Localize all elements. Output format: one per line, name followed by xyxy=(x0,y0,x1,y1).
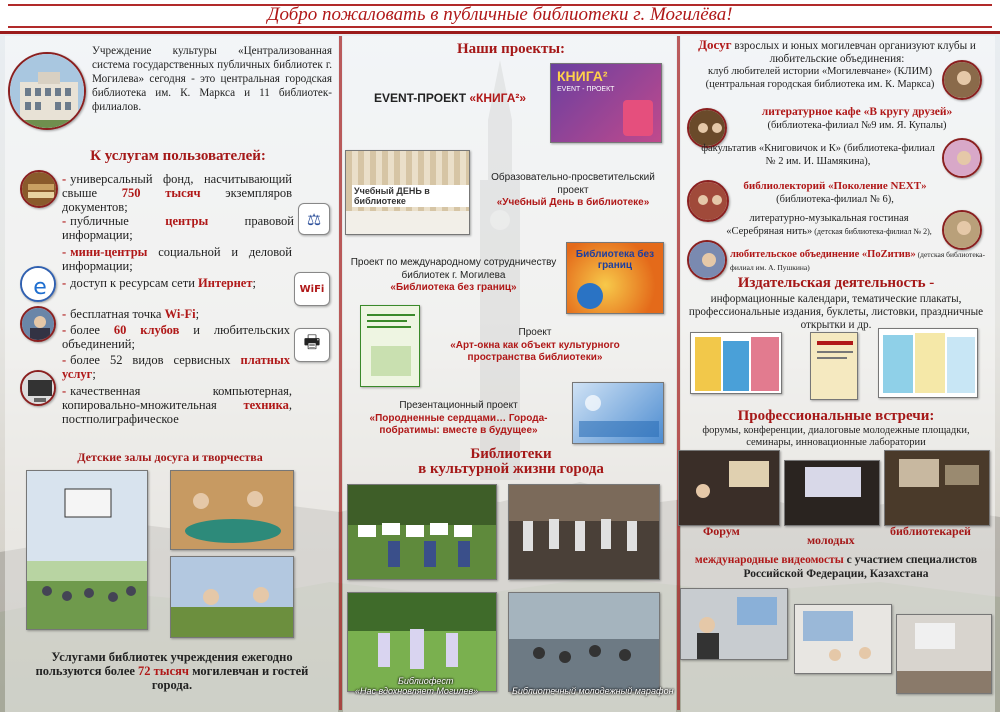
club-item: клуб любителей истории «Могилевчане» (КЛИМ) (центральная городская библиотека им. К. Маркса) xyxy=(705,66,935,90)
videobridge-photo-3 xyxy=(896,614,992,694)
club-item: литературное кафе «В кругу друзей» (библиотека-филиал №9 им. Я. Купалы) xyxy=(761,106,953,131)
service-item: - универсальный фонд, насчитывающий свыше 750 тысяч экземпляров документов; xyxy=(62,172,292,214)
page-title: Добро пожаловать в публичные библиотеки г. Могилёва! xyxy=(267,4,733,25)
project-twin-cities: Презентационный проект «Породненные сердцами… Города-побратимы: вместе в будущее» xyxy=(369,400,548,436)
club-item: любительское объединение «ПоZитив» (детская библиотека-филиал им. А. Пушкина) xyxy=(730,249,986,272)
kids-hall-photo-3 xyxy=(170,556,294,638)
club-klim-photo xyxy=(942,60,982,100)
caption-inspired: «Нас вдохновляет Могилев» xyxy=(355,686,479,696)
caption-marathon: Библиотечный молодежный марафон xyxy=(512,686,674,696)
videobridge-photo-1 xyxy=(680,588,788,660)
svg-text:e: e xyxy=(33,275,47,300)
project-kniga: EVENT-ПРОЕКТ «КНИГА²» xyxy=(373,91,527,105)
services-heading: К услугам пользователей: xyxy=(90,148,266,164)
service-item: - публичные центры правовой информации; xyxy=(62,214,294,242)
forum-word: библиотекарей xyxy=(890,524,971,538)
service-item: - качественная компьютерная, копировально-множительная техника, постполиграфическое xyxy=(62,384,292,426)
service-item: - доступ к ресурсам сети Интернет; xyxy=(62,276,256,290)
scales-icon: ⚖ xyxy=(298,203,330,235)
forum-photo-3 xyxy=(884,450,990,526)
learning-day-image: Учебный ДЕНЬ в библиотеке xyxy=(345,150,470,235)
culture-photo-4 xyxy=(508,592,660,692)
publications-certificate xyxy=(810,332,858,400)
videobridge-photo-2 xyxy=(794,604,892,674)
internet-explorer-icon xyxy=(20,266,56,302)
caption-bibliofest: Библиофест xyxy=(398,676,454,686)
computer-equipment-photo xyxy=(20,370,56,406)
header xyxy=(0,0,1000,34)
club-item: библиолекторий «Поколение NEXT» (библиотека-филиал № 6), xyxy=(743,180,927,205)
forum-photo-1 xyxy=(678,450,780,526)
kids-hall-photo-1 xyxy=(26,470,148,630)
meetings-text: форумы, конференции, диалоговые молодежные площадки, семинары, инновационные лаборатории xyxy=(702,425,970,448)
printer-icon: 🖶 xyxy=(294,328,330,362)
books-photo xyxy=(20,170,58,208)
project-learning-day: Образовательно-просветительский проект «Учебный День в библиотеке» xyxy=(491,172,655,208)
club-silver-thread-photo xyxy=(942,210,982,250)
intro-text: Учреждение культуры «Централизованная система государственных публичных библиотек г. Могилева» сегодня - это центральная городская библиотека им. К. Маркса и 11 библиотек-филиалов. xyxy=(92,45,332,113)
service-item: - более 60 клубов и любительских объединений; xyxy=(62,323,291,351)
kids-hall-photo-2 xyxy=(170,470,294,550)
art-windows-image xyxy=(360,305,420,387)
club-item: литературно-музыкальная гостиная «Серебряная нить» (детская библиотека-филиал № 2), xyxy=(726,213,932,237)
twin-cities-image xyxy=(572,382,664,444)
wifi-icon: WiFi xyxy=(294,272,330,306)
meetings-heading: Профессиональные встречи: xyxy=(737,408,935,424)
service-item: - более 52 видов сервисных платных услуг; xyxy=(62,353,290,381)
publications-booklets xyxy=(878,328,978,398)
column-divider xyxy=(339,36,342,710)
culture-photo-1 xyxy=(347,484,497,580)
publishing-heading: Издательская деятельность - xyxy=(737,275,935,291)
publications-calendars xyxy=(690,332,782,394)
videobridges-text: международные видеомосты с участием специалистов Российской Федерации, Казахстана xyxy=(694,554,978,580)
kids-halls-heading: Детские залы досуга и творчества xyxy=(77,450,263,464)
club-pozitiv-photo xyxy=(687,240,727,280)
kniga-project-image: КНИГА² EVENT - ПРОЕКТ xyxy=(550,63,662,143)
service-item: - бесплатная точка Wi-Fi; xyxy=(62,307,200,321)
project-library-without-borders: Проект по международному сотрудничеству библиотек г. Могилева «Библиотека без границ» xyxy=(350,257,557,293)
service-item: - мини-центры социальной и деловой информации; xyxy=(62,245,292,273)
library-without-borders-image: Библиотека без границ xyxy=(566,242,664,314)
club-knigovichok-photo xyxy=(942,138,982,178)
visitors-summary: Услугами библиотек учреждения ежегодно пользуются более 72 тысяч могилевчан и гостей города. xyxy=(35,650,309,692)
publishing-text: информационные календари, тематические плакаты, профессиональные издания, буклеты, листовки, праздничные открытки и др. xyxy=(688,293,984,331)
forum-photo-2 xyxy=(784,460,880,526)
leisure-intro: Досуг взрослых и юных могилевчан организуют клубы и любительские объединения: xyxy=(698,37,976,65)
wifi-users-photo xyxy=(20,306,56,342)
club-item: факультатив «Книговичок и К» (библиотека-филиал № 2 им. И. Шамякина), xyxy=(701,143,935,167)
libraries-culture-heading: Библиотеки в культурной жизни города xyxy=(418,446,604,477)
culture-photo-2 xyxy=(508,484,660,580)
project-art-windows: Проект «Арт-окна как объект культурного пространства библиотеки» xyxy=(450,327,620,363)
forum-word: молодых xyxy=(807,533,855,547)
library-building-photo xyxy=(8,52,86,130)
forum-word: Форум xyxy=(703,524,740,538)
projects-heading: Наши проекты: xyxy=(456,41,566,57)
